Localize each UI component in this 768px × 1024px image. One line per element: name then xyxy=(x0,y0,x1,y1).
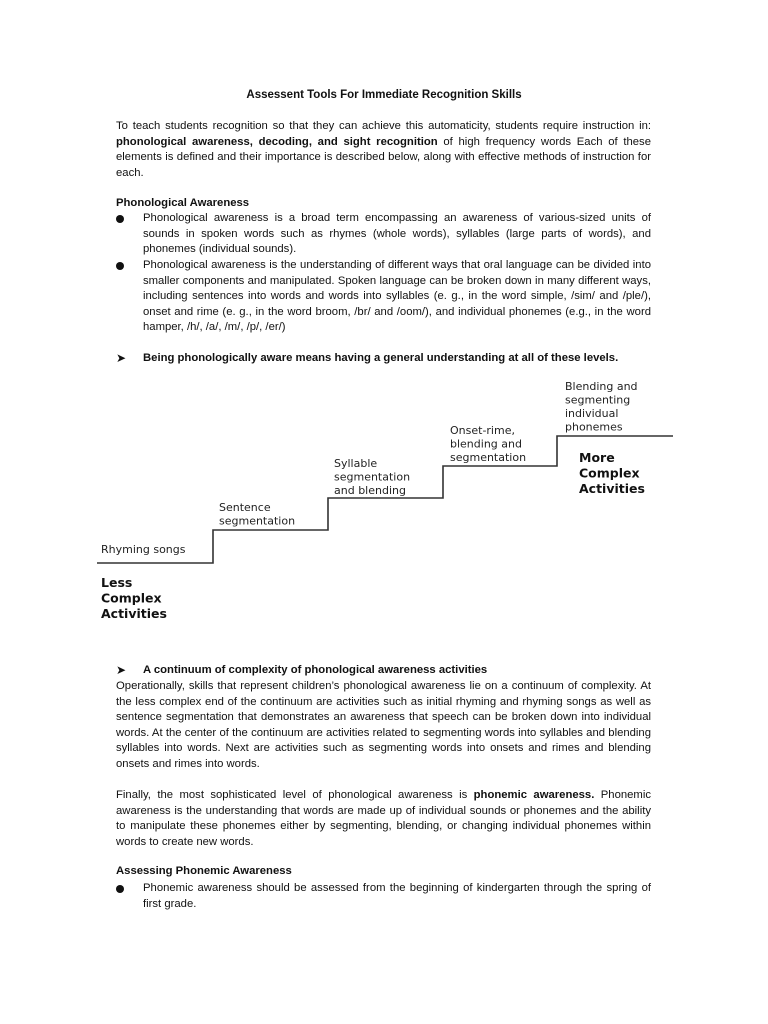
finally-paragraph xyxy=(116,788,651,850)
step-label-3: Syllable segmentation and blending xyxy=(334,457,411,497)
bullet-item-2: Phonological awareness is the understanding of different ways that oral language can be divided into smaller components and manipulated. Spoken language can be broken down in many different ways, including sentences into words and words into syllables (e. g., in the word simple, /sim/ and /ple/), onset and rime (e. g., in the word broom, /br/ and /oom/), and individual phonemes (e.g., in the word hamper, /h/, /a/, /m/, /p/, /er/) xyxy=(143,259,651,334)
step-label-2: Sentence segmentation xyxy=(219,501,296,528)
bullet-icon xyxy=(116,885,124,893)
document-title: Assessent Tools For Immediate Recognition Skills xyxy=(246,89,522,101)
finally-text-1: Finally, the most sophisticated level of phonological awareness is xyxy=(116,789,474,801)
step-label-4: Onset-rime, blending and segmentation xyxy=(450,424,527,464)
step-label-5: Blending and segmenting individual phonemes xyxy=(565,380,638,434)
intro-paragraph xyxy=(116,119,651,181)
phonemic-awareness-term: phonemic awareness. xyxy=(473,789,595,801)
intro-text-1: To teach students recognition so that they can achieve this automaticity, students require instruction in: xyxy=(116,120,651,132)
phonological-awareness-heading: Phonological Awareness xyxy=(116,197,250,209)
more-complex-label: More Complex Activities xyxy=(579,450,645,496)
assessing-heading: Assessing Phonemic Awareness xyxy=(116,865,292,877)
less-complex-label: Less Complex Activities xyxy=(101,575,167,621)
finally-text-2: Phonemic awareness is the understanding that words are made up of individual sounds or phonemes and the ability to manipulate these phonemes either by segmenting, blending, or changing individual phonemes within words to create new words. xyxy=(116,789,651,848)
continuum-heading: A continuum of complexity of phonological awareness activities xyxy=(143,664,488,676)
assessing-bullet: Phonemic awareness should be assessed from the beginning of kindergarten through the spring of first grade. xyxy=(143,882,651,910)
arrow-bullet-icon: ➤ xyxy=(116,351,127,365)
bullet-icon xyxy=(116,215,124,223)
continuum-paragraph: Operationally, skills that represent children’s phonological awareness lie on a continuum of complexity. At the less complex end of the continuum are activities such as initial rhyming and rhyming songs as well as sentence segmentation that demonstrates an awareness that speech can be broken down into individual words. At the center of the continuum are activities related to segmenting words into syllables and blending syllables into words. Next are activities such as segmenting words into onsets and rimes and blending onsets and rimes into words. xyxy=(116,680,651,770)
staircase-diagram xyxy=(0,370,768,640)
arrow-bullet-icon: ➤ xyxy=(116,663,127,677)
bullet-item-1: Phonological awareness is a broad term encompassing an awareness of various-sized units of sounds in spoken words such as rhymes (whole words), syllables (large parts of words), and phonemes (individual sounds). xyxy=(143,212,651,256)
levels-statement: Being phonologically aware means having a general understanding at all of these levels. xyxy=(143,352,619,364)
bullet-icon xyxy=(116,262,124,270)
step-label-1: Rhyming songs xyxy=(101,543,186,556)
intro-bold-text: phonological awareness, decoding, and sight recognition xyxy=(116,135,438,148)
intro-text-2: of high frequency words Each of these elements is defined and their importance is described below, along with effective methods of instruction for each. xyxy=(116,135,651,179)
